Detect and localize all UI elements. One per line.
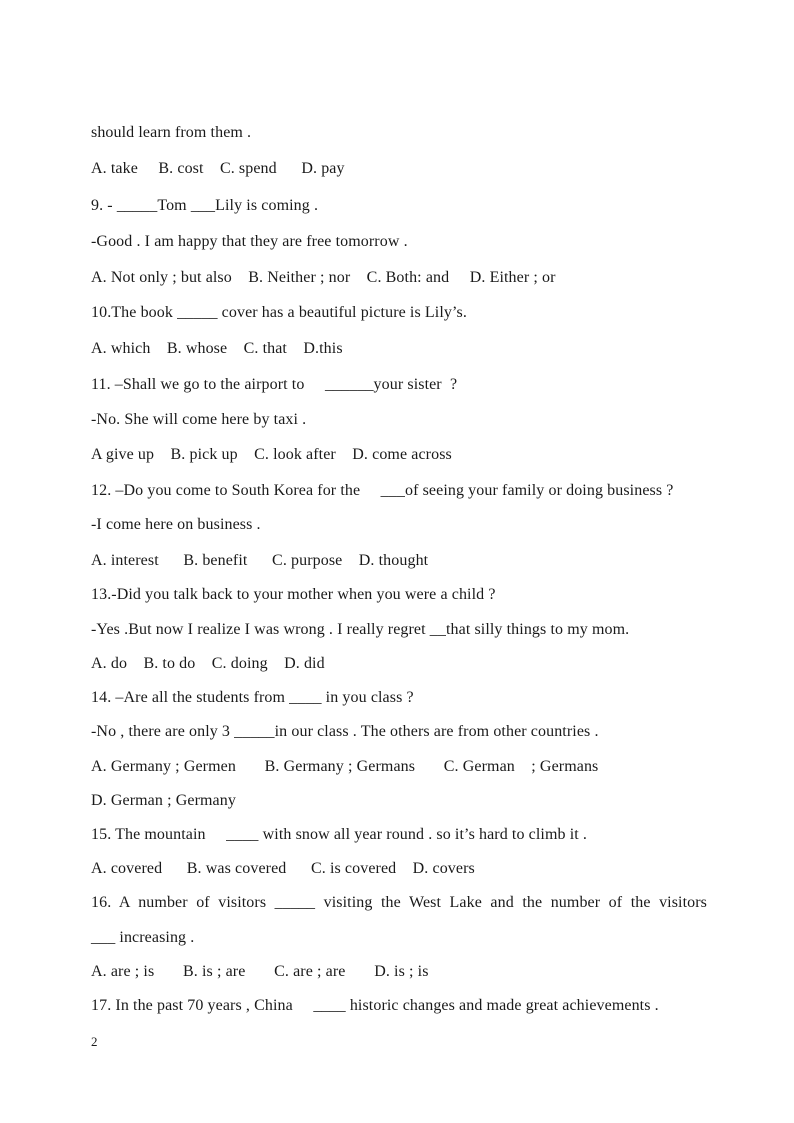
q16-options: A. are ; is B. is ; are C. are ; are D. is ; is bbox=[91, 963, 429, 980]
q15-options: A. covered B. was covered C. is covered D. covers bbox=[91, 860, 475, 877]
q11-response: -No. She will come here by taxi . bbox=[91, 411, 307, 428]
q10-question: 10.The book _____ cover has a beautiful picture is Lily’s. bbox=[91, 304, 467, 321]
q13-options: A. do B. to do C. doing D. did bbox=[91, 655, 325, 672]
q14-response: -No , there are only 3 _____in our class . The others are from other countries . bbox=[91, 723, 599, 740]
q16-question-continued: ___ increasing . bbox=[91, 929, 195, 946]
q9-response: -Good . I am happy that they are free tomorrow . bbox=[91, 233, 408, 250]
q9-options: A. Not only ; but also B. Neither ; nor C. Both: and D. Either ; or bbox=[91, 269, 556, 286]
q15-question: 15. The mountain ____ with snow all year round . so it’s hard to climb it . bbox=[91, 826, 587, 843]
q13-question: 13.-Did you talk back to your mother when you were a child ? bbox=[91, 586, 496, 603]
q12-question: 12. –Do you come to South Korea for the ___of seeing your family or doing business ? bbox=[91, 482, 674, 499]
q9-question: 9. - _____Tom ___Lily is coming . bbox=[91, 197, 319, 214]
q14-options-abc: A. Germany ; Germen B. Germany ; Germans C. German ; Germans bbox=[91, 758, 599, 775]
q12-response: -I come here on business . bbox=[91, 516, 261, 533]
text-line-continuation: should learn from them . bbox=[91, 124, 252, 141]
q14-question: 14. –Are all the students from ____ in you class ? bbox=[91, 689, 414, 706]
q14-option-d: D. German ; Germany bbox=[91, 792, 236, 809]
q13-response: -Yes .But now I realize I was wrong . I really regret __that silly things to my mom. bbox=[91, 621, 630, 638]
q12-options: A. interest B. benefit C. purpose D. thought bbox=[91, 552, 429, 569]
page-number: 2 bbox=[91, 1034, 98, 1049]
q17-question: 17. In the past 70 years , China ____ historic changes and made great achievements . bbox=[91, 997, 659, 1014]
q11-options: A give up B. pick up C. look after D. come across bbox=[91, 446, 452, 463]
q11-question: 11. –Shall we go to the airport to ______your sister ? bbox=[91, 376, 458, 393]
q10-options: A. which B. whose C. that D.this bbox=[91, 340, 343, 357]
q8-options: A. take B. cost C. spend D. pay bbox=[91, 160, 345, 177]
q16-question: 16. A number of visitors _____ visiting the West Lake and the number of the visitors bbox=[91, 894, 707, 911]
